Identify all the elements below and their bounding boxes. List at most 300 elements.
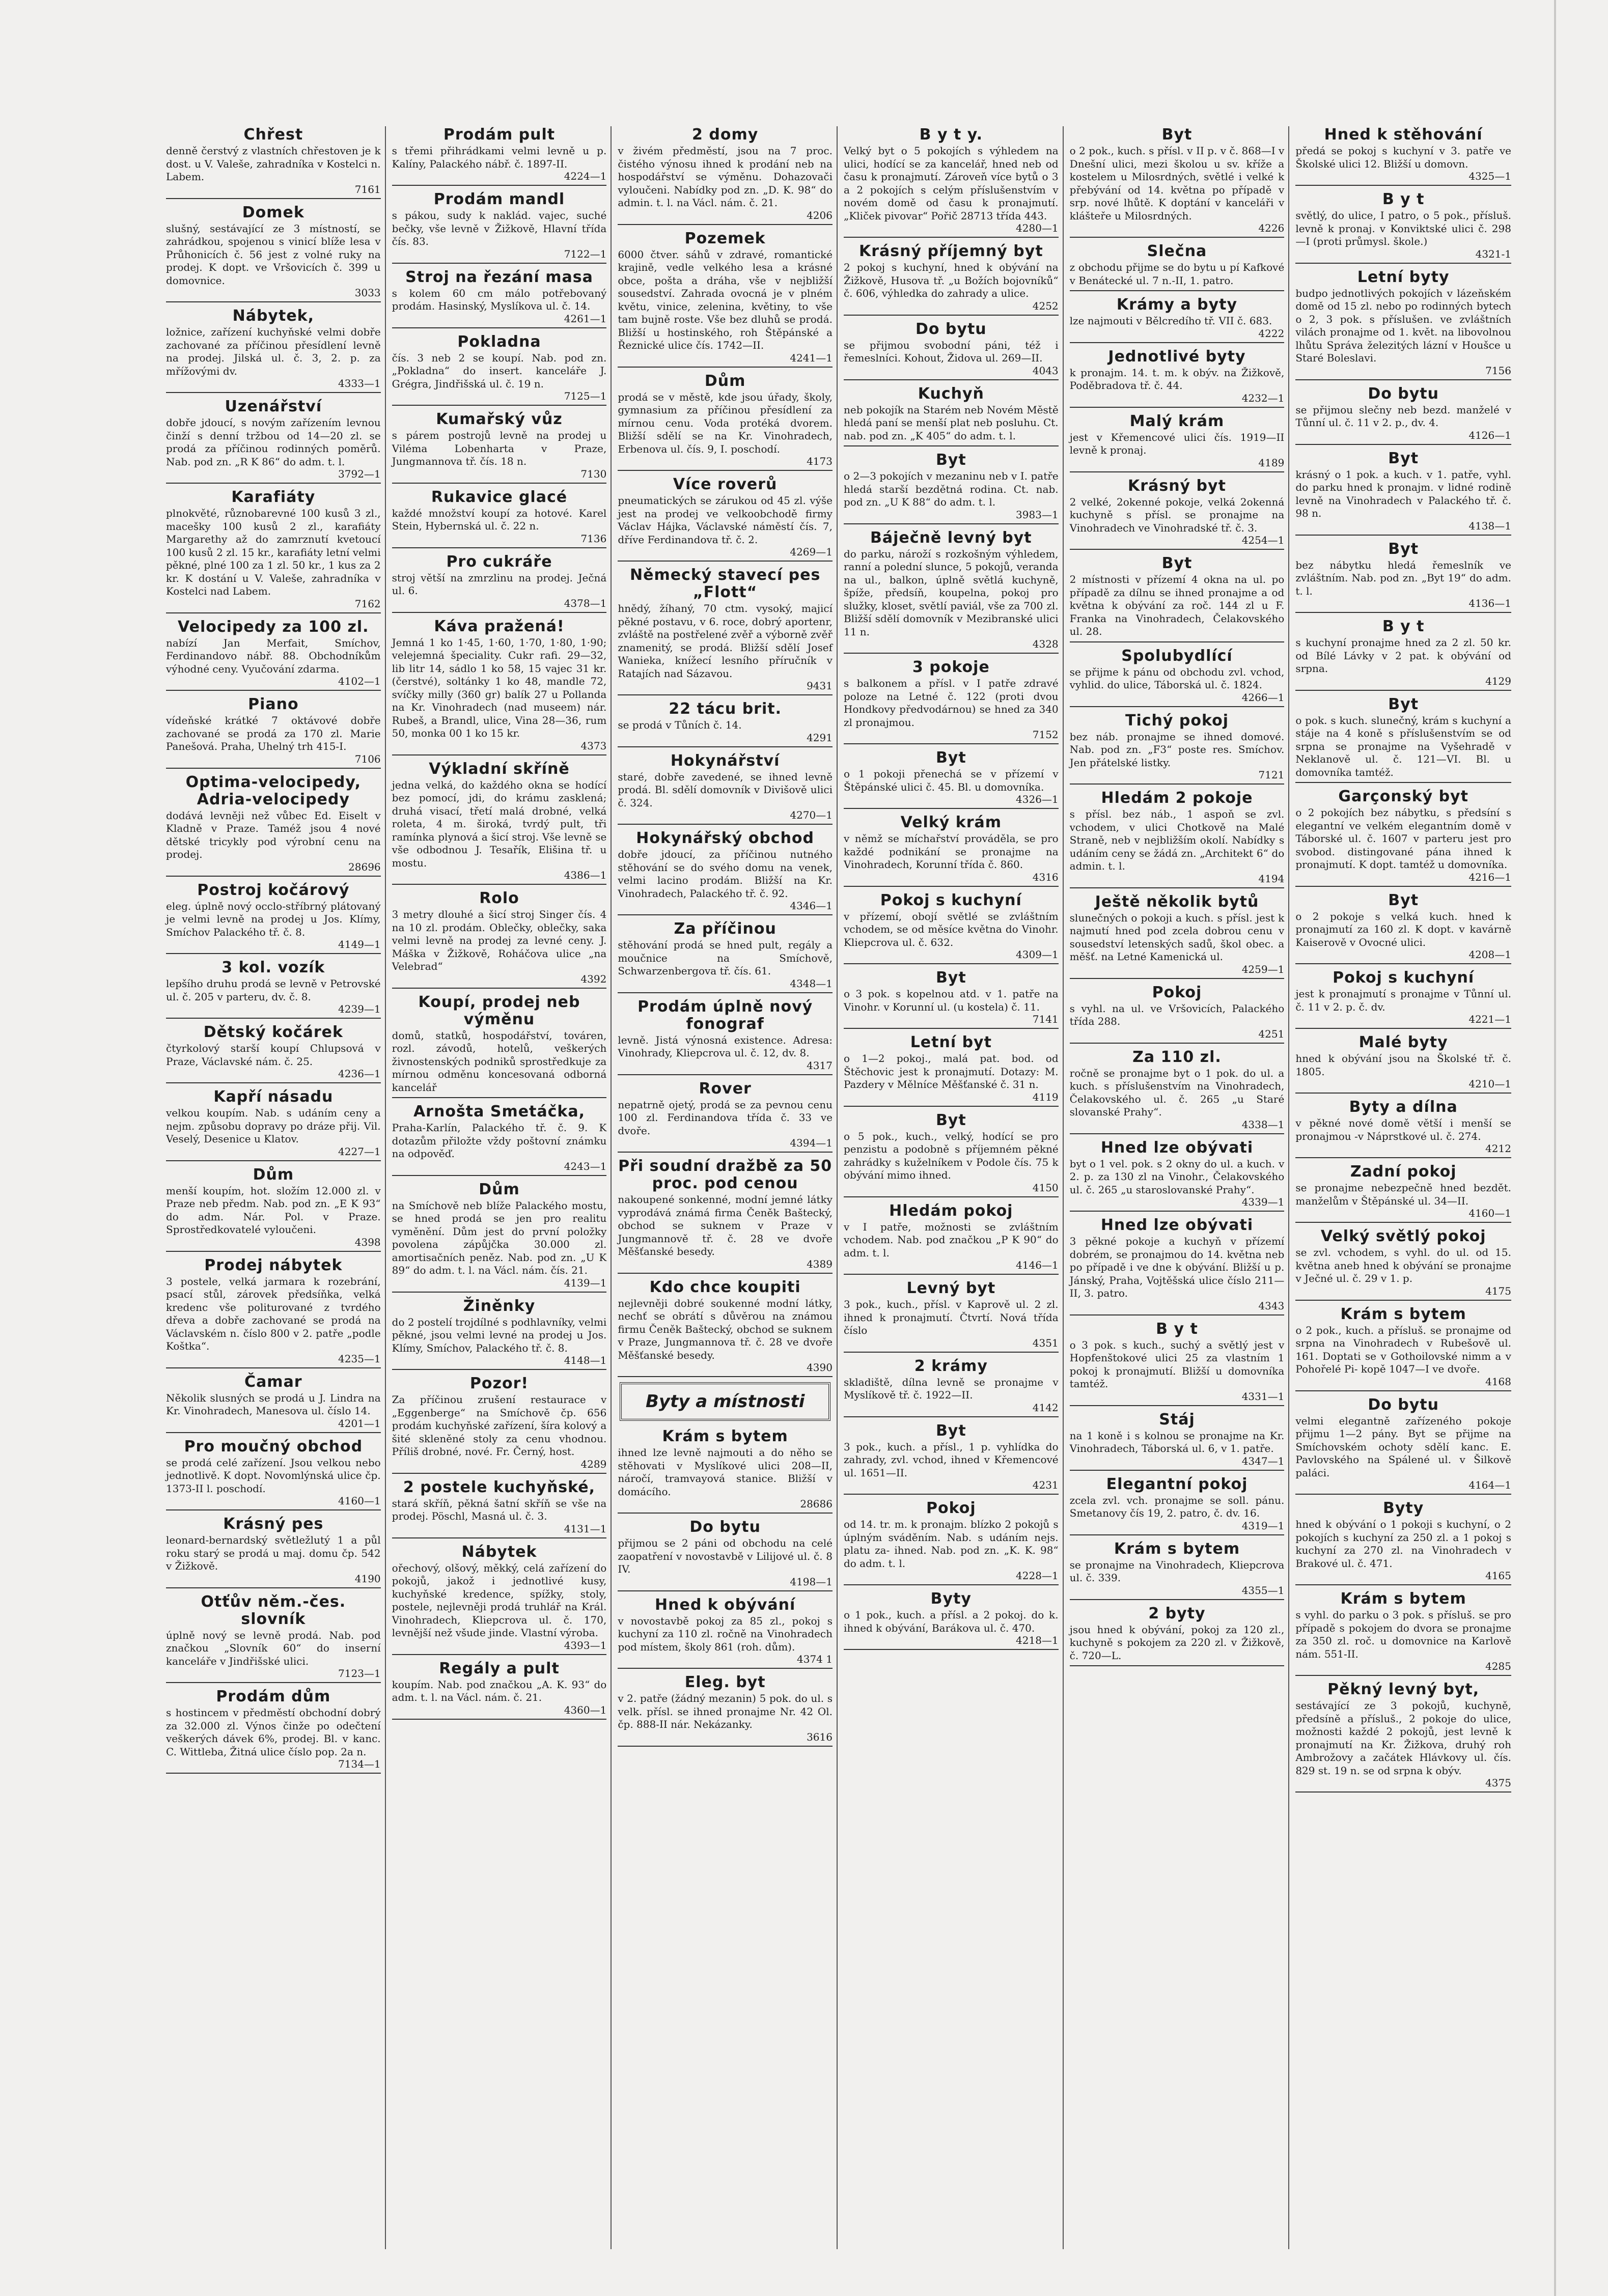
page-edge-divider [1554, 0, 1556, 2296]
ad-heading: 2 domy [692, 126, 759, 144]
classified-ad [1295, 969, 1511, 1029]
ad-body: s vyhl. na ul. ve Vršovicích, Palackého třída 288. [1069, 1002, 1285, 1027]
ad-heading: Koupí, prodej neb výměnu [418, 993, 580, 1028]
ad-heading: Dětský kočárek [203, 1023, 343, 1041]
classified-ad [166, 774, 381, 877]
ad-heading: Dům [704, 372, 746, 390]
ad-body: o 1—2 pokoj., malá pat. bod. od Štěchovic jest k pronajmutí. Dotazy: M. Pazdery v Mělníce Měšťanské č. 31 n. [843, 1052, 1059, 1090]
ad-reference-number: 4389 [807, 1257, 833, 1270]
classified-ad [1070, 1476, 1285, 1535]
classified-ad [1295, 385, 1511, 445]
ad-body: o 2 pok., kuch. s přísl. v II p. v č. 868—I v Dnešní ulici, mezi školou u sv. kříže a kostelem u Milosrdných, světlé i velké k přebývání od 14. května po případě v srp. nové lhůtě. K doptání v kanceláři v klášteře u Milosrdných. [1069, 145, 1285, 222]
classified-ad [1295, 1681, 1511, 1793]
ad-body: sestávající ze 3 pokojů, kuchyně, předsíně a přísluš., 2 pokoje do ulice, možnosti každé 2 pokojů, jest levně k pronajmutí na Kr. Žižkova, druhý roh Ambrožovy a začátek Hlávkovy ul. čís. 829 st. 19 n. se od srpna k obýv. [1295, 1699, 1511, 1777]
ad-reference-number: 3616 [807, 1730, 833, 1743]
classified-ad [166, 1516, 381, 1588]
ad-reference-number: 4259—1 [1241, 963, 1285, 975]
ad-heading: Piano [248, 695, 299, 713]
classified-ad [844, 749, 1059, 809]
classified-ad [1070, 1541, 1285, 1600]
classified-ad [1070, 413, 1285, 472]
classified-ad [1295, 1034, 1511, 1094]
classified-ad [1070, 126, 1285, 238]
classified-ad [1295, 541, 1511, 613]
ad-heading: Žiněnky [463, 1297, 536, 1315]
classified-ad [1070, 1605, 1285, 1667]
ad-heading: Kapří násadu [213, 1088, 334, 1106]
ad-reference-number: 4375 [1485, 1777, 1511, 1789]
classified-ad [618, 567, 833, 695]
ad-heading: Malý krám [1129, 412, 1225, 430]
ad-body: 3 metry dlouhé a šicí stroj Singer čís. 4 na 10 zl. prodám. Oblečky, oblečky, saka velmi levně na prodej za levné ceny. J. Máška v Žižkově, Roháčova ulice „na Velebrad“ [392, 908, 607, 972]
ad-body: o 2—3 pokojích v mezaninu neb v I. patře hledá starší bezdětná rodina. Ct. nab. pod zn. „U K 88“ do adm. t. l. [843, 470, 1059, 508]
ad-heading: Stáj [1159, 1410, 1195, 1429]
ad-reference-number: 4227—1 [338, 1145, 381, 1158]
ad-body: bez náb. pronajme se ihned domové. Nab. pod zn. „F3“ poste res. Smíchov. Jen přátelské listky. [1069, 730, 1285, 769]
classified-ad [1070, 1139, 1285, 1212]
ad-body: lepšího druhu prodá se levně v Petrovské ul. č. 205 v parteru, dv. č. 8. [166, 977, 381, 1003]
classified-ad [1295, 892, 1511, 965]
ad-heading: Pokoj s kuchyní [880, 891, 1022, 909]
classified-ad [1295, 450, 1511, 536]
classified-ad [166, 619, 381, 691]
classified-ad [618, 1279, 833, 1378]
ad-heading: Krám s bytem [1340, 1590, 1466, 1608]
ad-reference-number: 4149—1 [338, 938, 381, 950]
ad-body: přijmou se 2 páni od obchodu na celé zaopatření v novostavbě v Lilijové ul. č. 8 IV. [618, 1537, 833, 1575]
classified-ad [618, 920, 833, 993]
classified-ad [392, 1544, 607, 1655]
classified-ad [844, 1358, 1059, 1417]
ad-body: v 2. patře (žádný mezanin) 5 pok. do ul. s velk. přísl. se ihned pronajme Nr. 42 Ol. čp. 888-II nár. Nekázanky. [618, 1692, 833, 1730]
ad-heading: Jednotlivé byty [1108, 347, 1246, 366]
ad-heading: B y t [1156, 1320, 1198, 1338]
ad-reference-number: 4165 [1485, 1570, 1511, 1582]
classified-ad [844, 1112, 1059, 1197]
ad-heading: Byty [1382, 1499, 1424, 1517]
classified-ad [166, 1688, 381, 1774]
ad-body: skladiště, dílna levně se pronajme v Myslíkově tř. č. 1922—II. [843, 1376, 1059, 1401]
ad-heading: B y t y. [919, 126, 983, 144]
ad-body: v I patře, možnosti se zvláštním vchodem. Nab. pod značkou „P K 90“ do adm. t. l. [843, 1220, 1059, 1259]
classified-ad [166, 1374, 381, 1433]
ad-body: 2 místnosti v přízemí 4 okna na ul. po případě za dílnu se ihned pronajme a od května k obývání za roč. 144 zl u F. Franka na Vinohradech, Čelakovského ul. 28. [1069, 573, 1285, 637]
ad-body: zcela zvl. vch. pronajme se soll. pánu. Smetanovy čís 19, 2. patro, č. dv. 16. [1069, 1494, 1285, 1519]
classified-ad [844, 1202, 1059, 1275]
ad-reference-number: 4343 [1258, 1299, 1285, 1312]
ad-reference-number: 4392 [580, 972, 607, 985]
ad-heading: Pozemek [684, 229, 766, 247]
ad-heading: Za příčinou [674, 920, 777, 938]
ad-reference-number: 4131—1 [564, 1522, 607, 1535]
classified-ad [1070, 984, 1285, 1044]
ad-reference-number: 4226 [1258, 222, 1285, 234]
ad-reference-number: 4285 [1485, 1660, 1511, 1672]
ad-heading: Pokoj [1152, 983, 1202, 1001]
classified-ad [1070, 1217, 1285, 1315]
ad-reference-number: 4266—1 [1241, 691, 1285, 704]
ad-heading: 2 krámy [914, 1357, 988, 1375]
ad-heading: Hledám 2 pokoje [1101, 789, 1253, 807]
ad-heading: Krám s bytem [662, 1427, 788, 1445]
ad-heading: Byty [930, 1590, 972, 1608]
ad-reference-number: 4317 [807, 1059, 833, 1072]
ad-body: předá se pokoj s kuchyní v 3. patře ve Školské ulici 12. Bližší u domovn. [1295, 145, 1511, 170]
ad-body: domů, statků, hospodářství, továren, rozl. závodů, hotelů, veškerých živnostenských podniků sprostředkuje za mírnou odměnu koncesovaná odborná kancelář [392, 1029, 607, 1094]
classified-ad [166, 398, 381, 484]
classified-ad [1295, 1590, 1511, 1676]
ad-heading: Uzenářství [225, 398, 322, 415]
classified-ad [1295, 788, 1511, 887]
ad-reference-number: 4102—1 [338, 675, 381, 687]
ad-body: nepatrně ojetý, prodá se za pevnou cenu 100 zl. Ferdinandova třída č. 33 ve dvoře. [618, 1098, 833, 1137]
ad-body: bez nábytku hledá řemeslník ve zvláštním. Nab. pod zn. „Byt 19“ do adm. t. l. [1295, 558, 1511, 597]
ad-heading: Byt [1388, 695, 1419, 713]
ad-body: nakoupené sonkenné, modní jemné látky vyprodává známá firma Čeněk Baštecký, obchod se suknem v Praze v Jungmannově tř. č. 28 ve dvoře Měšťanské besedy. [618, 1193, 833, 1257]
ad-heading: Do bytu [915, 320, 987, 338]
ad-heading: Byt [1161, 554, 1193, 572]
ad-body: v přízemí, obojí světlé se zvláštním vchodem, se od měsíce května do Vinohr. Kliepcrova ul. č. 632. [843, 910, 1059, 948]
classified-ad [1070, 790, 1285, 888]
classified-ad [392, 269, 607, 328]
ad-reference-number: 4150 [1032, 1181, 1059, 1194]
ad-reference-number: 4348—1 [790, 977, 833, 990]
ad-heading: Rukavice glacé [431, 488, 568, 506]
ad-heading: Krámy a byty [1116, 296, 1238, 314]
ad-body: stará skříň, pěkná šatní skříň se vše na prodej. Pöschl, Masná ul. č. 3. [392, 1497, 607, 1522]
classified-ad [1070, 893, 1285, 979]
ad-body: od 14. tr. m. k pronajm. blízko 2 pokojů s úplným sváděním. Nab. s udáním nejs. platu za- ihned. Nab. pod zn. „K. K. 98“ do adm. t. l. [843, 1518, 1059, 1570]
classified-ad [1295, 191, 1511, 264]
ad-reference-number: 4398 [354, 1236, 381, 1248]
classified-ad [1070, 296, 1285, 343]
ad-reference-number: 7156 [1485, 364, 1511, 377]
ad-reference-number: 3792—1 [338, 468, 381, 480]
ad-reference-number: 4231 [1032, 1479, 1059, 1491]
ad-reference-number: 4243—1 [564, 1160, 607, 1172]
ad-reference-number: 4175 [1485, 1284, 1511, 1297]
classified-ad [166, 489, 381, 613]
ad-body: 3 pěkné pokoje a kuchyň v přízemí dobrém, se pronajmou do 14. května neb po případě i ve dne k obývání. Bližší u p. Jánský, Praha, Vojtěšská ulice číslo 211—II, 3. patro. [1069, 1235, 1285, 1299]
ad-reference-number: 4136—1 [1468, 597, 1511, 609]
ad-body: 3 pok., kuch. a přísl., 1 p. vyhlídka do zahrady, zvl. vchod, ihned v Křemencové ul. 1651—II. [843, 1440, 1059, 1479]
section-banner: Byty a místnosti [620, 1382, 830, 1421]
column-6 [1292, 126, 1515, 2249]
ad-heading: Hokynářský obchod [636, 829, 815, 847]
ad-body: o 1 pok., kuch. a přísl. a 2 pokoj. do k. ihned k obývání, Barákova ul. č. 470. [843, 1609, 1059, 1634]
ad-body: prodá se v městě, kde jsou úřady, školy, gymnasium za příčinou přesídlení za mírnou cenu. Voda protéká dvorem. Bližší sdělí se na Kr. Vinohradech, Erbenova ul. čís. 9, I. poschodí. [618, 390, 833, 455]
ad-body: o 3 pok. s kuch., suchý a světlý jest v Hopfenštokové ulici 25 za vlastním 1 pokoj k pronajmutí. Bližší u domovníka tamtéž. [1069, 1338, 1285, 1390]
ad-body: světlý, do ulice, I patro, o 5 pok., přísluš. levně k pronaj. v Konviktské ulici č. 298—I (proti průmysl. škole.) [1295, 209, 1511, 247]
classified-ad [844, 1422, 1059, 1495]
classified-ad [1070, 1049, 1285, 1134]
ad-heading: Výkladní skříně [429, 760, 570, 778]
ad-heading: Byt [935, 1421, 966, 1440]
ad-reference-number: 4241—1 [790, 351, 833, 364]
ad-heading: Rolo [479, 889, 519, 907]
ad-body: leonard-bernardský světležlutý 1 a půl roku starý se prodá u maj. domu čp. 542 v Žižkově. [166, 1534, 381, 1572]
ad-heading: Eleg. byt [684, 1673, 766, 1691]
classified-columns [163, 126, 1515, 2249]
ad-heading: Krám s bytem [1114, 1539, 1240, 1558]
ad-body: koupím. Nab. pod značkou „A. K. 93“ do adm. t. l. na Václ. nám. č. 21. [392, 1678, 607, 1703]
classified-ad [844, 321, 1059, 380]
ad-reference-number: 4173 [807, 455, 833, 467]
classified-ad [1295, 618, 1511, 691]
ad-body: slunečných o pokoji a kuch. s přísl. jest k najmutí hned pod zcela dobrou cenu v sousedství letenských sadů, škol obec. a měšť. na Letné Kamenická ul. [1069, 911, 1285, 963]
ad-body: s pákou, sudy k naklád. vajec, suché bečky, vše levně v Žižkově, Hlavní třída čís. 83. [392, 209, 607, 247]
classified-ad [1295, 126, 1511, 186]
ad-reference-number: 4221—1 [1468, 1013, 1511, 1025]
ad-reference-number: 4164—1 [1468, 1479, 1511, 1491]
ad-reference-number: 4206 [807, 209, 833, 221]
classified-ad [618, 476, 833, 562]
ad-reference-number: 4390 [807, 1361, 833, 1374]
ad-heading: Pokoj [926, 1499, 976, 1517]
ad-body: s hostincem v předměstí obchodní dobrý za 32.000 zl. Výnos činže po odečtení veškerých dávek 6%, prodej. Bl. v kanc. C. Wittleba, Žitná ulice číslo pop. 2a n. [166, 1706, 381, 1758]
ad-reference-number: 4119 [1032, 1090, 1059, 1103]
ad-body: slušný, sestávající ze 3 místností, se zahrádkou, spojenou s vinicí blíže lesa v Průhonicích č. 56 jest z volné ruky na prodej. K dopt. ve Vršovicích č. 399 u domovnice. [166, 222, 381, 287]
ad-reference-number: 4252 [1032, 299, 1059, 312]
ad-heading: Tichý pokoj [1125, 711, 1229, 730]
ad-reference-number: 4190 [354, 1572, 381, 1585]
ad-reference-number: 28696 [348, 860, 381, 873]
ad-reference-number: 4386—1 [564, 869, 607, 881]
ad-body: o 3 pok. s kopelnou atd. v 1. patře na Vinohr. v Korunní ul. (u kostela) č. 11. [843, 988, 1059, 1013]
ad-body: se pronajme nebezpečně hned bezdět. manželům v Štěpánské ul. 34—II. [1295, 1182, 1511, 1207]
ad-heading: Zadní pokoj [1350, 1163, 1457, 1181]
ad-body: levně. Jistá výnosná existence. Adresa: Vinohrady, Kliepcrova ul. č. 12, dv. 8. [618, 1033, 833, 1059]
ad-heading: Do bytu [1368, 1395, 1439, 1414]
ad-body: staré, dobře zavedené, se ihned levně prodá. Bl. sdělí domovník v Divišově ulici č. 324. [618, 770, 833, 809]
classified-ad [844, 529, 1059, 654]
ad-heading: Čamar [244, 1373, 302, 1391]
ad-heading: Chřest [243, 126, 303, 144]
ad-body: nabízí Jan Merfait, Smíchov, Ferdinandovo nábř. 88. Obchodníkům výhodné ceny. Vyučování zdarma. [166, 636, 381, 675]
ad-body: se přijmou slečny neb bezd. manželé v Tůnní ul. č. 11 v 2. p., dv. 4. [1295, 403, 1511, 429]
ad-body: se přijme k pánu od obchodu zvl. vchod, vyhlid. do ulice, Táborská ul. č. 1824. [1069, 665, 1285, 691]
ad-body: k pronajm. 14. t. m. k obýv. na Žižkově, Poděbradova tř. č. 44. [1069, 366, 1285, 391]
classified-ad [844, 892, 1059, 965]
ad-heading: Nábytek, [232, 307, 315, 325]
ad-body: jest v Křemencové ulici čís. 1919—II levně k pronaj. [1069, 431, 1285, 456]
classified-ad [166, 204, 381, 303]
ad-reference-number: 7134—1 [338, 1758, 381, 1770]
classified-ad [618, 373, 833, 471]
ad-body: se prodá celé zařízení. Jsou velkou nebo jednotlivě. K dopt. Novomlýnská ulice čp. 1373-II l. poschodí. [166, 1456, 381, 1495]
ad-heading: Byt [935, 451, 966, 469]
ad-heading: B y t [1382, 190, 1425, 208]
ad-heading: Pozor! [469, 1375, 529, 1392]
classified-ad [1070, 648, 1285, 707]
ad-reference-number: 4326—1 [1016, 793, 1059, 805]
ad-reference-number: 4254—1 [1241, 534, 1285, 546]
ad-reference-number: 4394—1 [790, 1137, 833, 1149]
ad-heading: Velký světlý pokoj [1320, 1227, 1486, 1245]
classified-ad [392, 890, 607, 989]
ad-heading: Dům [253, 1165, 294, 1184]
classified-ad [1295, 1099, 1511, 1158]
ad-body: pneumatických se zárukou od 45 zl. výše jest na prodej ve velkoobchodě firmy Václav Hájka, Václavské náměstí čís. 7, dříve Ferdinandova tř. č. 2. [618, 494, 833, 546]
ad-reference-number: 4210—1 [1468, 1078, 1511, 1090]
ad-reference-number: 4228—1 [1016, 1570, 1059, 1582]
ad-heading: Do bytu [689, 1518, 761, 1536]
ad-heading: B y t [1382, 618, 1425, 635]
classified-ad [844, 1590, 1059, 1650]
classified-ad [1070, 712, 1285, 785]
ad-heading: 2 byty [1148, 1604, 1206, 1622]
ad-heading: Byt [1388, 540, 1419, 558]
ad-body: čtyrkolový starší koupí Chlupsová v Praze, Václavské nám. č. 25. [166, 1042, 381, 1068]
ad-heading: Kumařský vůz [436, 410, 563, 428]
column-2 [389, 126, 612, 2249]
classified-ad [166, 1166, 381, 1252]
ad-body: velmi elegantně zařízeného pokoje přijmu 1—2 pány. Byt se přijme na Smíchovském ochoty sdělí kanc. E. Pavlovského na Spálené ul. v Šilkově paláci. [1295, 1414, 1511, 1479]
ad-heading: Byt [935, 749, 966, 767]
classified-ad [1295, 1500, 1511, 1585]
classified-ad [166, 882, 381, 955]
classified-ad [844, 452, 1059, 524]
ad-body: 6000 čtver. sáhů v zdravé, romantické krajině, vedle velkého lesa a krásné obce, pošta a dráha, vše v nejbližší sousedství. Zahrada ovocná je v plném květu, vinice, zelenina, květiny, to vše tam bujně roste. Vše bez dluhů se prodá. Bližší u hostinského, roh Štěpánské a Řeznické ulice čís. 1742—II. [618, 248, 833, 351]
ad-heading: Postroj kočárový [197, 881, 350, 899]
ad-body: do 2 postelí trojdílné s podhlavníky, velmi pěkné, jsou velmi levné na prodej u Jos. Klímy, Smíchov, Palackého tř. č. 8. [392, 1315, 607, 1354]
ad-heading: Malé byty [1359, 1033, 1448, 1051]
classified-ad [618, 1519, 833, 1591]
classified-ad [166, 126, 381, 199]
ad-body: 3 postele, velká jarmara k rozebrání, psací stůl, zárovek předsíňka, velká kredenc vše politurované z tvrdého dřeva a dobře zachované se prodá na Václavském n. číslo 800 v 2. patře „podle Koštka“. [166, 1275, 381, 1352]
ad-body: menší koupím, hot. složím 12.000 zl. v Praze neb předm. Nab. pod zn. „E K 93“ do adm. Nár. Pol. v Praze. Sprostředkovatelé vyloučeni. [166, 1184, 381, 1236]
ad-reference-number: 9431 [807, 680, 833, 692]
ad-heading: 22 tácu brit. [669, 700, 782, 718]
ad-reference-number: 4194 [1258, 872, 1285, 885]
ad-reference-number: 7125—1 [564, 390, 607, 402]
classified-ad [166, 1593, 381, 1684]
ad-heading: Krám s bytem [1340, 1305, 1466, 1323]
ad-body: Praha-Karlín, Palackého tř. č. 9. K dotazům přiložte vždy poštovní známku na odpověď. [392, 1122, 607, 1160]
ad-body: plnokvěté, různobarevné 100 kusů 3 zl., macešky 100 kusů 2 zl., karafiáty Margarethy až do zamrznutí kvetoucí 100 kusů 2 zl. 15 kr., karafiáty letní velmi pěkné, plné 100 za 1 zl. 50 kr., 1 kus za 2 kr. K dostání u V. Valeše, zahradníka v Kostelci nad Labem. [166, 507, 381, 597]
ad-heading: Prodej nábytek [204, 1256, 343, 1274]
ad-reference-number: 4309—1 [1016, 948, 1059, 961]
classified-ad [392, 191, 607, 264]
ad-reference-number: 4212 [1485, 1142, 1511, 1155]
ad-heading: Byt [1388, 891, 1419, 909]
ad-reference-number: 4224—1 [564, 170, 607, 182]
ad-reference-number: 28686 [800, 1498, 833, 1510]
ad-heading: Dům [479, 1180, 520, 1198]
ad-reference-number: 4393—1 [564, 1639, 607, 1651]
classified-ad [392, 126, 607, 186]
ad-body: dodává levněji než vůbec Ed. Eiselt v Kladně v Praze. Taméž jsou 4 nové dětské tricykly pod výrobní cenu na prodej. [166, 809, 381, 860]
classified-ad [844, 814, 1059, 887]
ad-heading: Letní byty [1357, 268, 1450, 286]
ad-body: Za příčinou zrušení restaurace v „Eggenberge“ na Smíchově čp. 656 prodám kuchyňské zařízení, šíra kolový a šité skleněné stoly za cenu vhodnou. Příliš drobné, nové. Fr. Černý, host. [392, 1393, 607, 1458]
ad-body: v novostavbě pokoj za 85 zl., pokoj s kuchyní za 110 zl. ročně na Vinohradech pod místem, školy 861 (roh. dům). [618, 1614, 833, 1653]
ad-reference-number: 4319—1 [1241, 1519, 1285, 1532]
ad-heading: Byty a dílna [1349, 1098, 1458, 1116]
ad-body: denně čerstvý z vlastních chřestoven je k dost. u V. Valeše, zahradníka v Kostelci n. Labem. [166, 145, 381, 183]
column-4 [841, 126, 1064, 2249]
classified-ad [844, 1280, 1059, 1353]
ad-body: krásný o 1 pok. a kuch. v 1. patře, vyhl. do parku hned k pronajm. v lidné rodině levně na Vinohradech v Palackého tř. č. 98 n. [1295, 468, 1511, 519]
ad-heading: Krásný byt [1128, 477, 1226, 495]
ad-heading: Otťův něm.-čes. slovník [201, 1592, 346, 1628]
ad-body: jedna velká, do každého okna se hodící bez pomocí, jdi, do krámu zasklená; druhá visací, třetí malá drobné, velká roleta, 4 m. široká, tvrdý pult, tři ramínka plynová a šicí stroj. Vše levně se vše odbodnou J. Tesařík, Elišina tř. u mostu. [392, 778, 607, 869]
ad-heading: Pěkný levný byt, [1327, 1681, 1480, 1698]
classified-ad [392, 994, 607, 1099]
ad-heading: Kuchyň [918, 384, 984, 403]
ad-heading: Byt [1388, 449, 1419, 467]
classified-ad [1295, 1396, 1511, 1495]
classified-ad [166, 1088, 381, 1161]
ad-reference-number: 4355—1 [1241, 1584, 1285, 1597]
ad-reference-number: 4251 [1258, 1027, 1285, 1040]
ad-body: s vyhl. do parku o 3 pok. s přísluš. se pro případě s pokojem do dvora se pronajme za 350 zl. roč. u domovnice na Karlově nám. 551-II. [1295, 1609, 1511, 1660]
ad-body: každé množství koupí za hotové. Karel Stein, Hybernská ul. č. 22 n. [392, 507, 607, 532]
classified-ad [1070, 1411, 1285, 1471]
ad-reference-number: 4291 [807, 731, 833, 744]
ad-reference-number: 7162 [354, 597, 381, 610]
ad-heading: Spolubydlící [1121, 647, 1233, 665]
classified-ad [392, 1375, 607, 1474]
ad-body: velkou koupím. Nab. s udáním ceny a nejm. způsobu dopravy po dráze přij. Vil. Veselý, Desenice u Klatov. [166, 1107, 381, 1145]
ad-reference-number: 3033 [354, 287, 381, 299]
ad-reference-number: 4168 [1485, 1375, 1511, 1388]
ad-heading: Stroj na řezání masa [405, 268, 593, 286]
ad-body: Velký byt o 5 pokojích s výhledem na ulici, hodící se za kancelář, hned neb od času k pronajmutí. Zároveň více bytů o 3 a 2 pokojích s celým příslušenstvím v novém domě od času k pronajmutí. „Kliček pivovar“ Pořič 28713 třída 443. [843, 145, 1059, 222]
ad-body: stěhování prodá se hned pult, regály a moučnice na Smíchově, Schwarzenbergova tř. čís. 61. [618, 939, 833, 977]
ad-reference-number: 4201—1 [338, 1417, 381, 1430]
ad-reference-number: 4232—1 [1241, 391, 1285, 404]
ad-heading: Rover [699, 1079, 752, 1098]
ad-heading: Prodám dům [216, 1688, 331, 1705]
ad-body: hned k obývání o 1 pokoji s kuchyní, o 2 pokojích s kuchyní za 250 zl. a 1 pokoj s kuchyní za 270 zl. na Vinohradech v Brakové ul. č. 471. [1295, 1518, 1511, 1570]
ad-heading: Ještě několik bytů [1095, 892, 1259, 911]
ad-heading: Velocipedy za 100 zl. [178, 618, 369, 636]
ad-heading: Byt [1161, 126, 1193, 144]
ad-reference-number: 4146—1 [1016, 1259, 1059, 1271]
ad-reference-number: 4316 [1032, 871, 1059, 883]
ad-body: ořechový, olšový, měkký, celá zařízení do pokojů, jakož i jednotlivé kusy, kuchyňské kredence, spížky, stoly, postele, nejlevněji prodá truhlář na Král. Vinohradech, Kliepcrova ul. č. 170, levnější než všude jinde. Vlastní výroba. [392, 1561, 607, 1639]
ad-reference-number: 4360—1 [564, 1703, 607, 1716]
ad-heading: Prodám mandl [433, 190, 565, 208]
ad-reference-number: 4328 [1032, 638, 1059, 650]
ad-heading: Regály a pult [439, 1659, 560, 1677]
ad-reference-number: 4378—1 [564, 597, 607, 609]
classified-ad [1070, 555, 1285, 642]
ad-heading: Za 110 zl. [1132, 1048, 1222, 1066]
ad-body: lze najmouti v Bělcredího tř. VII č. 683. [1069, 315, 1272, 327]
classified-ad [392, 1298, 607, 1370]
ad-heading: 3 pokoje [912, 658, 990, 676]
ad-body: dobře jdoucí, za příčinou nutného stěhování se do svého domu na venek, velmi lacino prodám. Bližší na Kr. Vinohradech, Palackého tř. č. 92. [618, 848, 833, 900]
ad-body: s párem postrojů levně na prodej u Viléma Lobenharta v Praze, Jungmannova tř. čís. 18 n. [392, 429, 607, 467]
classified-ad [844, 126, 1059, 238]
ad-reference-number: 4373 [580, 739, 607, 752]
ad-body: v pěkné nové domě větší i menší se pronajmou -v Náprstkové ul. č. 274. [1295, 1117, 1511, 1142]
ad-body: s třemi přihrádkami velmi levně u p. Kalíny, Palackého nábř. č. 1897-II. [392, 145, 607, 170]
ad-heading: Garçonský byt [1338, 788, 1468, 805]
ad-reference-number: 4189 [1258, 456, 1285, 469]
ad-body: se pronajme na Vinohradech, Kliepcrova ul. č. 339. [1069, 1558, 1285, 1584]
ad-reference-number: 7130 [580, 467, 607, 480]
ad-heading: Hokynářství [670, 751, 780, 770]
ad-reference-number: 4289 [580, 1458, 607, 1470]
ad-body: se zvl. vchodem, s vyhl. do ul. od 15. května aneb hned k obývání se pronajme v Ječné ul. č. 29 v 1. p. [1295, 1246, 1511, 1284]
ad-body: 2 pokoj s kuchyní, hned k obývání na Žižkově, Husova tř. „u Božích bojovníků“ č. 606, výhledka do zahrady a ulice. [843, 261, 1059, 299]
ad-reference-number: 4222 [1258, 327, 1285, 340]
classified-ad [844, 243, 1059, 316]
ad-body: na 1 koně i s kolnou se pronajme na Kr. Vinohradech, Táborská ul. 6, v 1. patře. [1069, 1429, 1285, 1454]
